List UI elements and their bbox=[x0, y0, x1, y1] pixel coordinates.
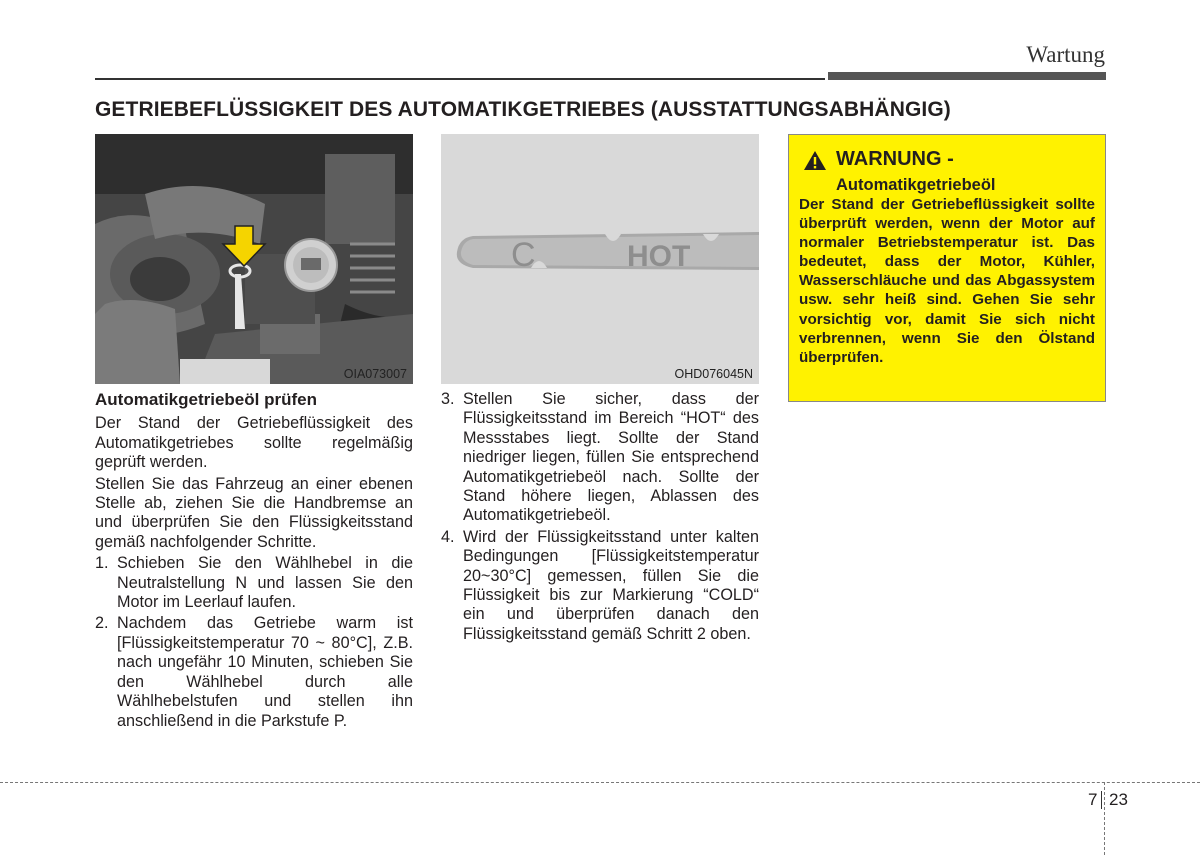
intro-paragraph: Der Stand der Getriebeflüssigkeit des Automatikgetriebes sollte regelmäßig geprüft werden. bbox=[95, 414, 413, 472]
page-number: 23 bbox=[1109, 790, 1128, 809]
step-text: Stellen Sie sicher, dass der Flüssigkeitsstand im Bereich “HOT“ des Messstabes liegt. Sollte der Stand niedriger liegen, füllen Sie entsprechend Automatikgetriebeöl nach. Sollte der Stand höhere liegen, Ablassen des Automatikgetriebeöl. bbox=[463, 390, 759, 525]
instruction-paragraph: Stellen Sie das Fahrzeug an einer ebenen Stelle ab, ziehen Sie die Handbremse an und überprüfen Sie den Flüssigkeitsstand gemäß nachfolgender Schritte. bbox=[95, 474, 413, 551]
header-rule bbox=[95, 78, 825, 80]
warning-box bbox=[788, 134, 1106, 402]
step-item bbox=[441, 528, 759, 644]
step-text: Wird der Flüssigkeitsstand unter kalten Bedingungen [Flüssigkeitstemperatur 20~30°C] gemessen, füllen Sie die Flüssigkeit bis zur Markierung “COLD“ ein und überprüfen danach den Flüssigkeitsstand gemäß Schritt 2 oben. bbox=[463, 527, 759, 643]
step-text: Nachdem das Getriebe warm ist [Flüssigkeitstemperatur 70 ~ 80°C], Z.B. nach ungefähr 10 Minuten, schieben Sie den Wählhebel durch alle Wählhebelstufen und stellen ihn anschließend in die Parkstufe P. bbox=[117, 614, 413, 730]
figure-code: OHD076045N bbox=[674, 367, 753, 381]
warning-triangle-icon bbox=[803, 150, 827, 171]
step-item bbox=[441, 390, 759, 526]
warning-text: Der Stand der Getriebeflüssigkeit sollte überprüft werden, wenn der Motor auf normaler Betriebstemperatur ist. Das bedeutet, dass der Motor, Kühler, Wasserschläuche und das Abgassystem usw. sehr heiß sind. Gehen Sie sehr vorsichtig vor, damit Sie sich nicht verbrennen, wenn Sie den Ölstand überprüfen. bbox=[799, 196, 1095, 366]
step-item bbox=[95, 614, 413, 730]
step-number: 1. bbox=[95, 554, 109, 573]
engine-bay-illustration bbox=[95, 134, 413, 384]
section-label: Wartung bbox=[1026, 42, 1105, 67]
column-left bbox=[95, 390, 413, 733]
dipstick-hot-mark: HOT bbox=[627, 240, 691, 273]
step-item bbox=[95, 554, 413, 612]
step-text: Schieben Sie den Wählhebel in die Neutralstellung N und lassen Sie den Motor im Leerlauf laufen. bbox=[117, 554, 413, 612]
dipstick-illustration bbox=[441, 134, 759, 384]
subheading: Automatikgetriebeöl prüfen bbox=[95, 390, 317, 409]
page-number-separator bbox=[1101, 791, 1102, 809]
footer-divider-vertical bbox=[1104, 782, 1105, 855]
page-title: GETRIEBEFLÜSSIGKEIT DES AUTOMATIKGETRIEBES (AUSSTATTUNGSABHÄNGIG) bbox=[95, 98, 951, 121]
dipstick-figure bbox=[441, 134, 759, 384]
column-middle bbox=[441, 390, 759, 646]
step-number: 4. bbox=[441, 527, 455, 546]
footer-divider bbox=[0, 782, 1200, 783]
figure-code: OIA073007 bbox=[343, 367, 407, 381]
engine-bay-figure bbox=[95, 134, 413, 384]
step-number: 3. bbox=[441, 390, 455, 408]
warning-title: WARNUNG - bbox=[836, 148, 954, 170]
dipstick-cold-mark: C bbox=[511, 236, 536, 274]
chapter-number: 7 bbox=[1088, 790, 1098, 809]
step-number: 2. bbox=[95, 614, 109, 633]
warning-subtitle: Automatikgetriebeöl bbox=[836, 176, 996, 194]
header-rule-accent bbox=[828, 72, 1106, 80]
